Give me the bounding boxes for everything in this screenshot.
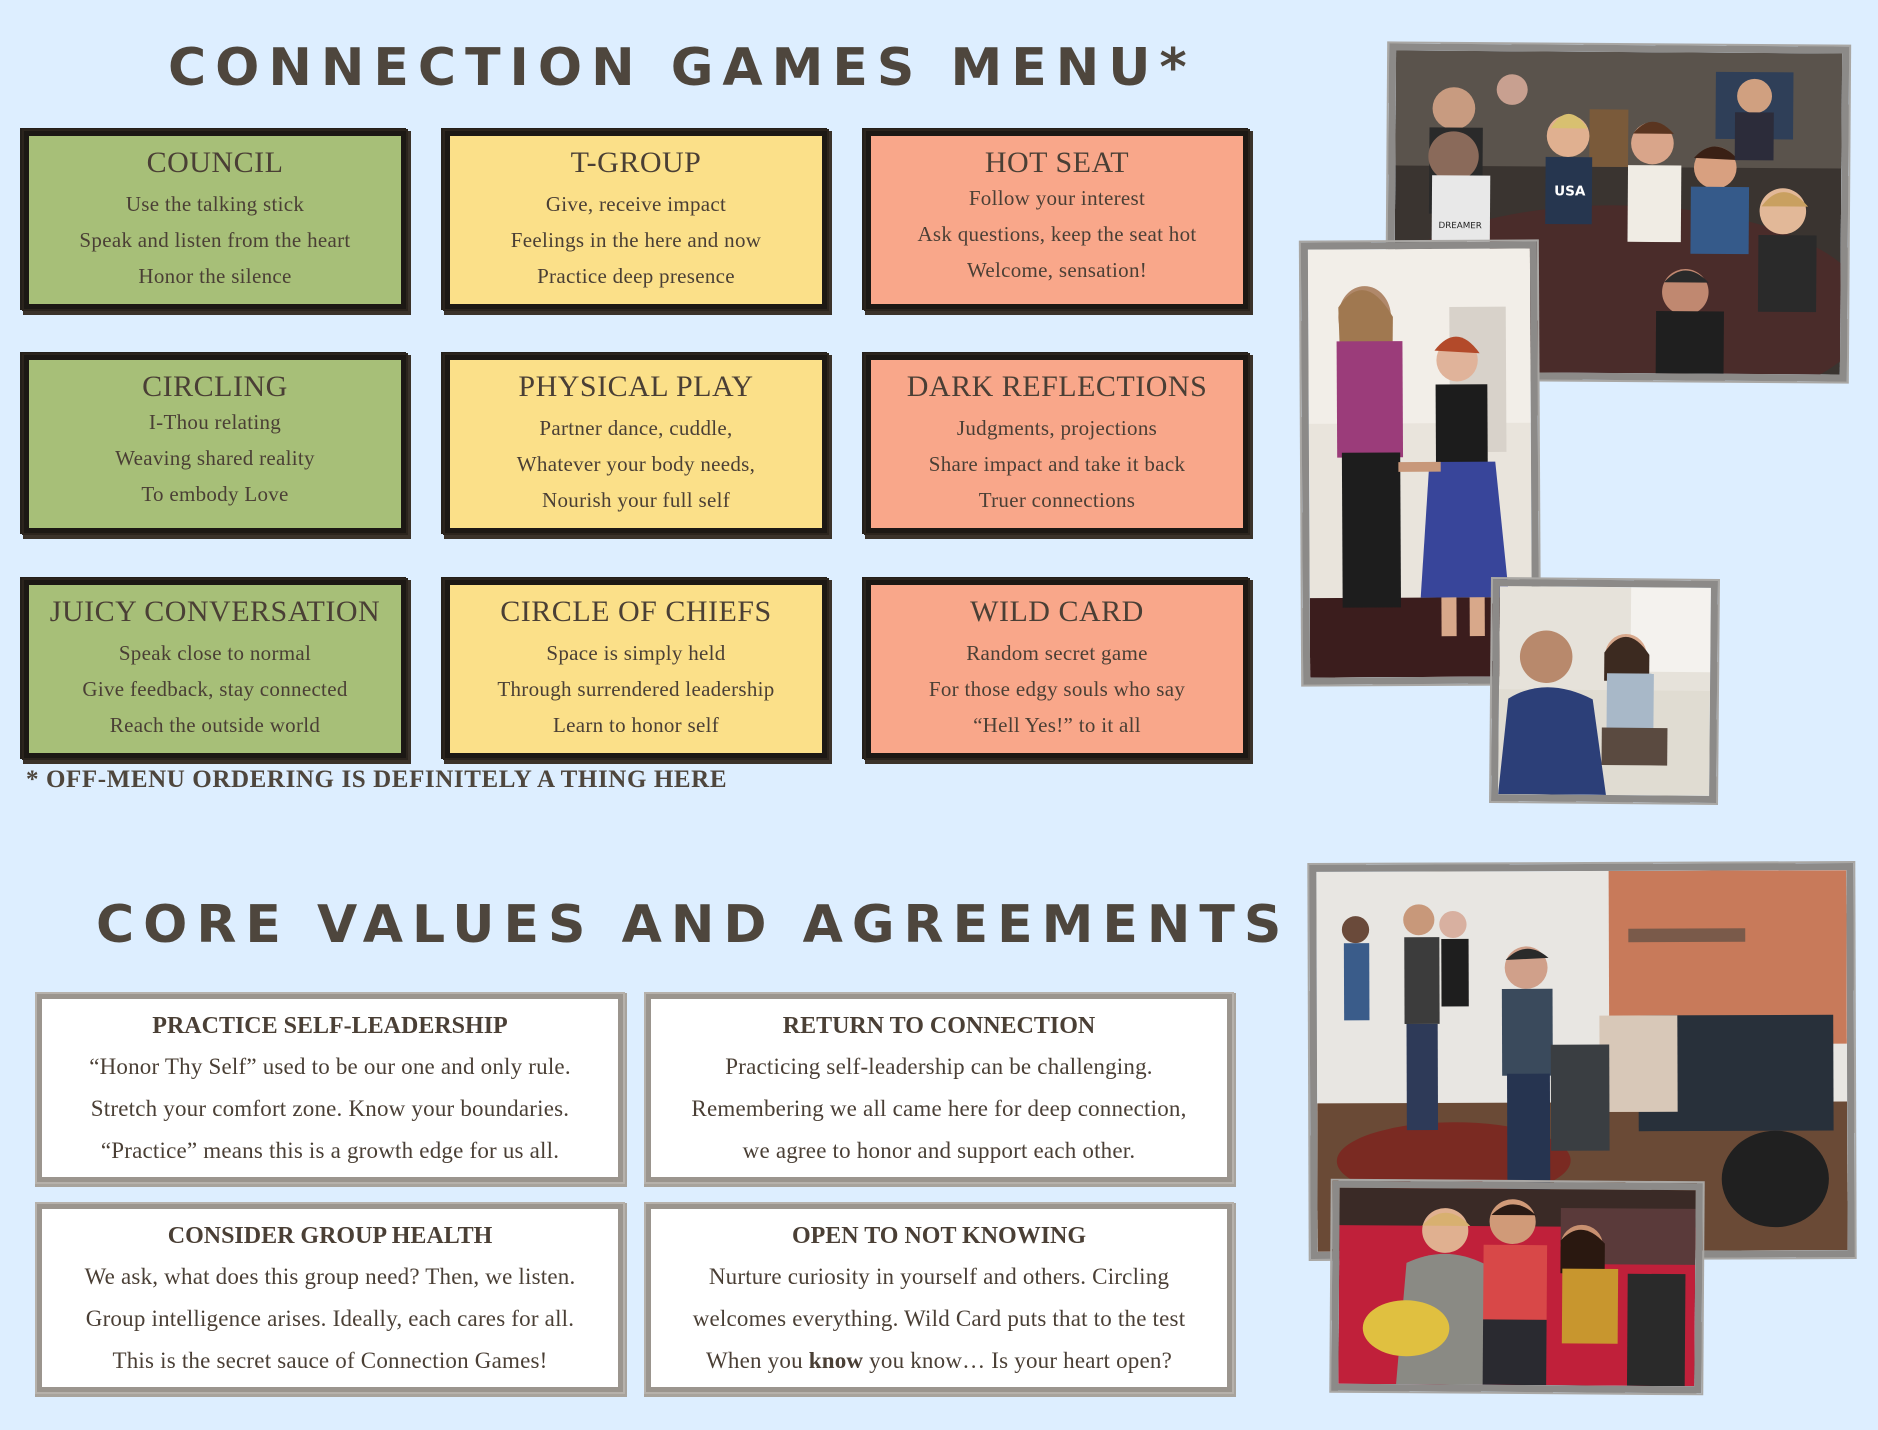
game-card-title: HOT SEAT [984,146,1130,179]
game-card-line: Practice deep presence [537,264,735,288]
value-box-title: OPEN TO NOT KNOWING [791,1223,1087,1249]
game-card-title: COUNCIL [146,146,284,179]
value-box-line: welcomes everything. Wild Card puts that to the test [692,1306,1186,1331]
game-card-line: Ask questions, keep the seat hot [917,222,1197,246]
value-box-return-to-connection [646,994,1232,1182]
game-card-line: Truer connections [978,488,1136,512]
core-values-heading: CORE VALUES AND AGREEMENTS [96,895,1291,955]
game-card-line: Through surrendered leadership [497,677,775,701]
game-card-circle-of-chiefs [445,580,827,758]
value-box-line: This is the secret sauce of Connection Games! [112,1348,548,1373]
game-card-juicy-conversation [24,580,406,758]
game-card-line: “Hell Yes!” to it all [973,713,1141,737]
game-card-line: Welcome, sensation! [966,258,1148,282]
game-card-line: Partner dance, cuddle, [539,416,733,440]
game-card-line: Space is simply held [546,641,726,665]
dreamer-shirt-text: DREAMER [1438,221,1482,232]
game-card-line: Give, receive impact [545,192,727,216]
game-card-title: WILD CARD [970,595,1144,628]
couch-trio-photo [1331,1181,1702,1394]
game-card-title: DARK REFLECTIONS [906,370,1208,403]
game-card-line: Learn to honor self [552,713,720,737]
value-box-title: RETURN TO CONNECTION [782,1013,1096,1039]
value-box-line: Practicing self-leadership can be challenging. [725,1054,1153,1079]
value-box-self-leadership [37,994,623,1182]
value-box-line: “Practice” means this is a growth edge for us all. [100,1138,560,1163]
game-card-title: T-GROUP [570,146,702,179]
game-card-line: Whatever your body needs, [516,452,756,476]
game-card-line: For those edgy souls who say [928,677,1186,701]
game-card-line: Weaving shared reality [115,446,315,470]
game-card-line: Random secret game [966,641,1148,665]
value-box-group-health [37,1204,623,1392]
game-card-line: Speak and listen from the heart [79,228,351,252]
game-card-line: To embody Love [141,482,289,506]
game-card-title: CIRCLE OF CHIEFS [500,595,772,628]
value-box-line: Group intelligence arises. Ideally, each cares for all. [85,1306,575,1331]
game-card-line: Honor the silence [138,264,292,288]
value-box-line: we agree to honor and support each other. [742,1138,1136,1163]
value-box-line: When you know you know… Is your heart open? [706,1348,1172,1373]
value-box-line: “Honor Thy Self” used to be our one and only rule. [89,1054,571,1079]
game-card-line: Follow your interest [968,186,1146,210]
value-box-not-knowing [646,1204,1232,1392]
value-box-line: We ask, what does this group need? Then, we listen. [84,1264,576,1289]
value-box-line: Stretch your comfort zone. Know your boundaries. [90,1096,570,1121]
usa-shirt-text: USA [1554,183,1586,200]
value-box-line: Nurture curiosity in yourself and others. Circling [708,1264,1170,1289]
couch-conversation-photo [1491,579,1718,803]
value-box-title: CONSIDER GROUP HEALTH [167,1223,493,1249]
games-menu-heading: CONNECTION GAMES MENU* [168,38,1196,98]
game-card-line: Reach the outside world [109,713,321,737]
game-card-t-group [445,131,827,309]
game-card-line: Judgments, projections [956,416,1158,440]
game-card-line: I-Thou relating [148,410,282,434]
value-box-line: Remembering we all came here for deep connection, [691,1096,1187,1121]
know-emphasis: know [808,1348,864,1373]
game-card-physical-play [445,355,827,533]
value-box-title: PRACTICE SELF-LEADERSHIP [152,1013,508,1039]
game-card-dark-reflections [866,355,1248,533]
game-card-title: JUICY CONVERSATION [49,595,381,628]
game-card-line: Give feedback, stay connected [82,677,348,701]
game-card-line: Use the talking stick [125,192,305,216]
game-card-line: Feelings in the here and now [510,228,762,252]
game-card-line: Share impact and take it back [928,452,1186,476]
game-card-title: CIRCLING [142,370,288,403]
game-card-title: PHYSICAL PLAY [518,370,754,403]
game-card-line: Nourish your full self [542,488,730,512]
game-card-council [24,131,406,309]
game-card-circling [24,355,406,533]
game-card-hot-seat [866,131,1248,309]
off-menu-footnote: * OFF-MENU ORDERING IS DEFINITELY A THING HERE [26,766,728,793]
game-card-line: Speak close to normal [118,641,312,665]
game-card-wild-card [866,580,1248,758]
